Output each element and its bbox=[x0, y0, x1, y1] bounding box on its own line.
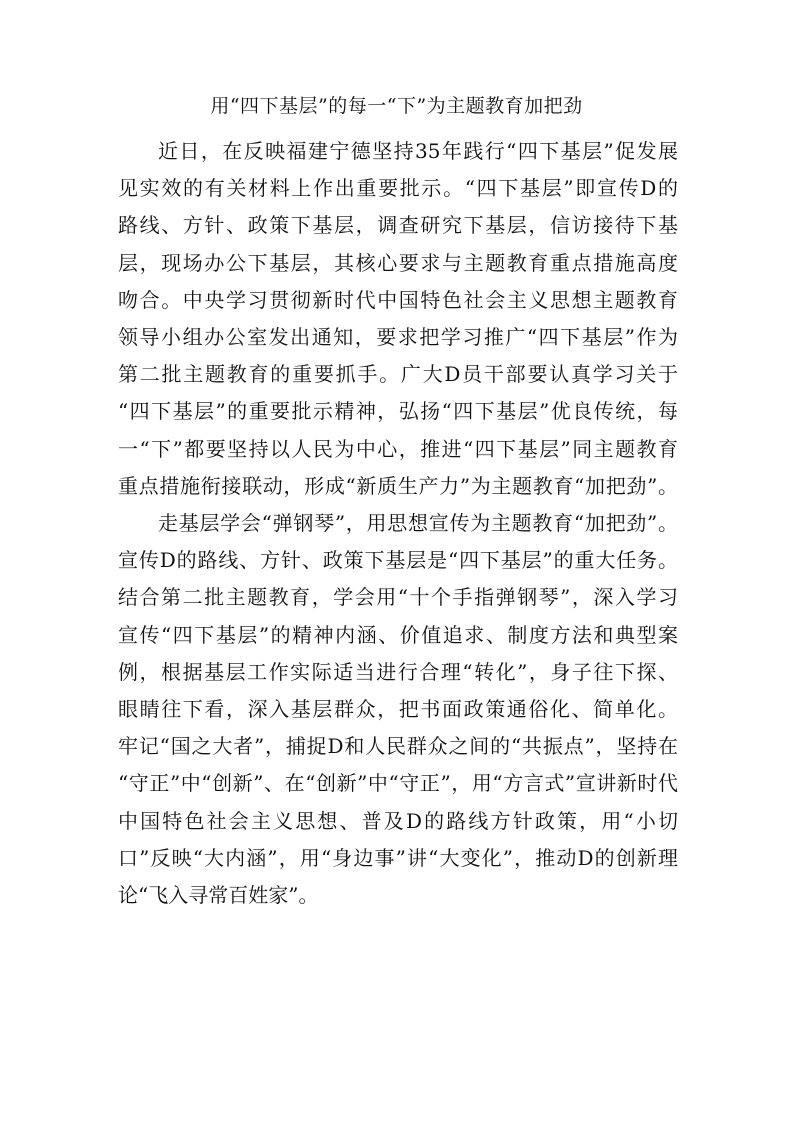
paragraph-1 bbox=[118, 133, 678, 505]
text-line: 见实效的有关材料上作出重要批示。“四下基层”即宣传D的 bbox=[118, 176, 678, 201]
text-line: 例，根据基层工作实际适当进行合理“转化”，身子往下探、 bbox=[118, 659, 678, 684]
text-line: 路线、方针、政策下基层，调查研究下基层，信访接待下基 bbox=[118, 213, 678, 238]
text-line: “守正”中“创新”、在“创新”中“守正”，用“方言式”宣讲新时代 bbox=[118, 771, 678, 796]
text-line: 近日，在反映福建宁德坚持35年践行“四下基层”促发展 bbox=[158, 139, 678, 163]
text-line: 层，现场办公下基层，其核心要求与主题教育重点措施高度 bbox=[118, 250, 678, 275]
text-line: 结合第二批主题教育，学会用“十个手指弹钢琴”，深入学习 bbox=[118, 585, 678, 610]
text-line: “四下基层”的重要批示精神，弘扬“四下基层”优良传统，每 bbox=[118, 399, 678, 424]
text-line: 宣传“四下基层”的精神内涵、价值追求、制度方法和典型案 bbox=[118, 622, 678, 647]
document-title: 用“四下基层”的每一“下”为主题教育加把劲 bbox=[210, 95, 583, 117]
text-line: 领导小组办公室发出通知，要求把学习推广“四下基层”作为 bbox=[118, 325, 678, 350]
text-line: 宣传D的路线、方针、政策下基层是“四下基层”的重大任务。 bbox=[118, 548, 678, 573]
text-line: 第二批主题教育的重要抓手。广大D员干部要认真学习关于 bbox=[118, 362, 678, 387]
paragraph-2 bbox=[118, 505, 678, 914]
text-line: 吻合。中央学习贯彻新时代中国特色社会主义思想主题教育 bbox=[118, 287, 678, 312]
text-line: 重点措施衔接联动，形成“新质生产力”为主题教育“加把劲”。 bbox=[118, 473, 678, 498]
text-line: 走基层学会“弹钢琴”，用思想宣传为主题教育“加把劲”。 bbox=[158, 511, 678, 536]
text-line: 中国特色社会主义思想、普及D的路线方针政策，用“小切 bbox=[118, 808, 678, 833]
text-line: 口”反映“大内涵”，用“身边事”讲“大变化”，推动D的创新理 bbox=[118, 845, 678, 870]
text-line: 牢记“国之大者”，捕捉D和人民群众之间的“共振点”，坚持在 bbox=[118, 734, 678, 759]
document-body bbox=[118, 133, 678, 914]
text-line: 眼睛往下看，深入基层群众，把书面政策通俗化、简单化。 bbox=[118, 697, 678, 722]
text-line: 一“下”都要坚持以人民为中心，推进“四下基层”同主题教育 bbox=[118, 436, 678, 461]
text-line: 论“飞入寻常百姓家”。 bbox=[118, 883, 319, 908]
